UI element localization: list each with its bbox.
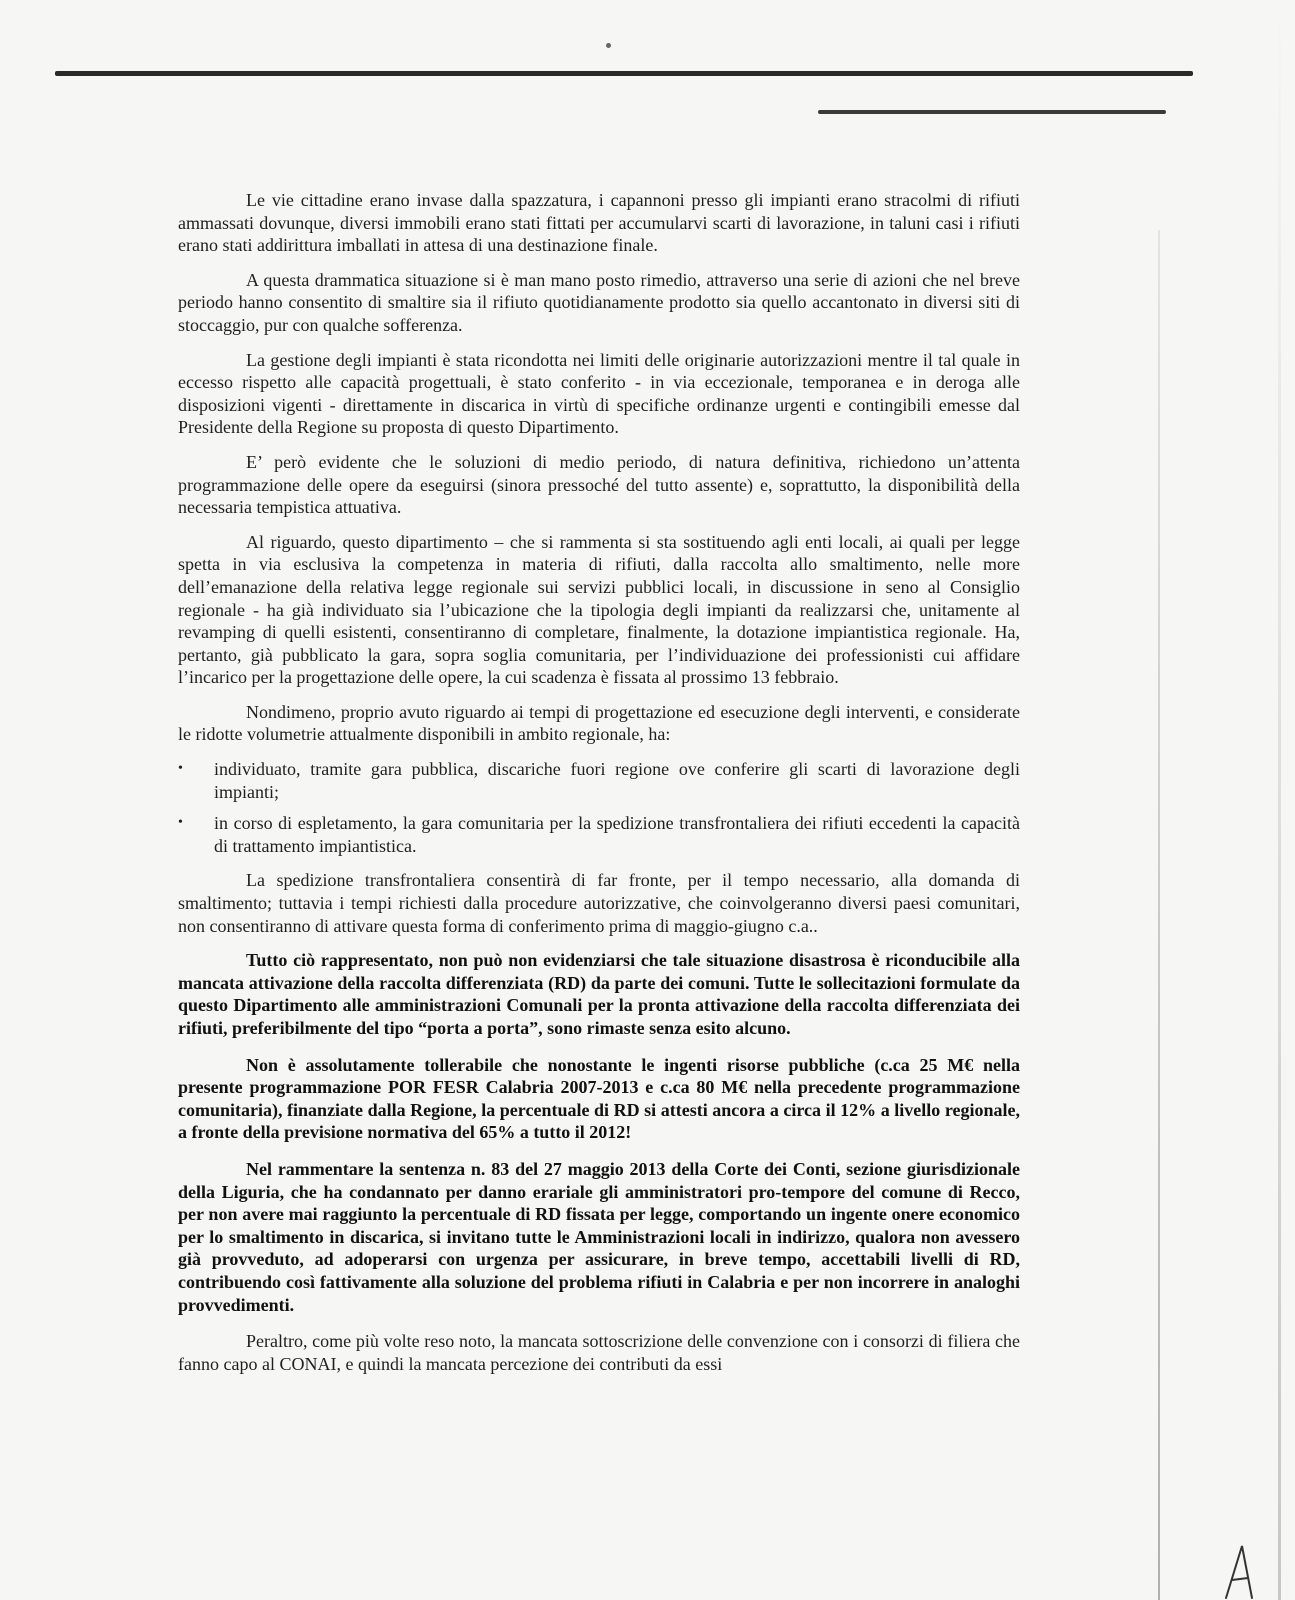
paragraph: A questa drammatica situazione si è man mano posto rimedio, attraverso una serie di azioni che nel breve periodo hanno consentito di smaltire sia il rifiuto quotidianamente prodotto sia quello accantonato in diversi siti di stoccaggio, pur con qualche sofferenza. <box>178 269 1020 335</box>
paragraph: La spedizione transfrontaliera consentirà di far fronte, per il tempo necessario, alla domanda di smaltimento; tuttavia i tempi richiesti dalla procedure autorizzative, che coinvolgeranno diversi paesi comunitari, non consentiranno di attivare questa forma di conferimento prima di maggio-giugno c.a.. <box>178 870 1020 936</box>
bullet-icon: • <box>178 815 183 831</box>
bold-paragraph: Tutto ciò rappresentato, non può non evidenziarsi che tale situazione disastrosa è riconducibile alla mancata attivazione della raccolta differenziata (RD) da parte dei comuni. Tutte le sollecitazioni formulate da questo Dipartimento alle amministrazioni Comunali per la pronta attivazione della raccolta differenziata dei rifiuti, preferibilmente del tipo “porta a porta”, sono rimaste senza esito alcuno. <box>178 950 1020 1038</box>
paragraph: E’ però evidente che le soluzioni di medio periodo, di natura definitiva, richiedono un’attenta programmazione delle opere da eseguirsi (sinora pressoché del tutto assente) e, soprattutto, la disponibilità della necessaria tempistica attuativa. <box>178 451 1020 518</box>
paragraph: Al riguardo, questo dipartimento – che si rammenta si sta sostituendo agli enti locali, ai quali per legge spetta in via esclusiva la competenza in materia di rifiuti, dalla raccolta allo smaltimento, nelle more dell’emanazione della relativa legge regionale sui servizi pubblici locali, in discussione in seno al Consiglio regionale - ha già individuato sia l’ubicazione che la tipologia degli impianti da realizzarsi che, unitamente al revamping di quelli esistenti, consentiranno di completare, finalmente, la dotazione impiantistica regionale. Ha, pertanto, già pubblicato la gara, sopra soglia comunitaria, per l’individuazione dei professionisti cui affidare l’incarico per la progettazione delle opere, la cui scadenza è fissata al prossimo 13 febbraio. <box>178 531 1020 688</box>
handwritten-mark-icon <box>1222 1540 1258 1600</box>
scanner-edge-shadow <box>1278 0 1281 1600</box>
header-subrule <box>818 110 1166 114</box>
paragraph: Nondimeno, proprio avuto riguardo ai tempi di progettazione ed esecuzione degli interventi, e considerate le ridotte volumetrie attualmente disponibili in ambito regionale, ha: <box>178 701 1020 745</box>
list-item-text: in corso di espletamento, la gara comunitaria per la spedizione transfrontaliera dei rifiuti eccedenti la capacità di trattamento impiantistica. <box>214 813 1020 856</box>
bullet-list <box>178 758 1020 857</box>
bullet-icon: • <box>178 761 183 777</box>
paragraph: La gestione degli impianti è stata ricondotta nei limiti delle originarie autorizzazioni mentre il tal quale in eccesso rispetto alle capacità progettuali, è stato conferito - in via eccezionale, temporanea e in deroga alle disposizioni vigenti - direttamente in discarica in virtù di specifiche ordinanze urgenti e contingibili emesse dal Presidente della Regione su proposta di questo Dipartimento. <box>178 349 1020 438</box>
document-body <box>178 189 1020 1387</box>
list-item <box>178 812 1020 857</box>
scan-speck <box>606 43 611 48</box>
bold-paragraph: Nel rammentare la sentenza n. 83 del 27 maggio 2013 della Corte dei Conti, sezione giurisdizionale della Liguria, che ha condannato per danno erariale gli amministratori pro-tempore del comune di Recco, per non avere mai raggiunto la percentuale di RD fissata per legge, comportando un ingente onere economico per lo smaltimento in discarica, si invitano tutte le Amministrazioni locali in indirizzo, qualora non avessero già provveduto, ad adoperarsi con urgenza per assicurare, in breve tempo, accettabili livelli di RD, contribuendo così fattivamente alla soluzione del problema rifiuti in Calabria e per non incorrere in analoghi provvedimenti. <box>178 1158 1020 1315</box>
bold-paragraph: Non è assolutamente tollerabile che nonostante le ingenti risorse pubbliche (c.ca 25 M€ nella presente programmazione POR FESR Calabria 2007-2013 e c.ca 80 M€ nella precedente programmazione comunitaria), finanziate dalla Regione, la percentuale di RD si attesti ancora a circa il 12% a livello regionale, a fronte della previsione normativa del 65% a tutto il 2012! <box>178 1054 1020 1143</box>
list-item-text: individuato, tramite gara pubblica, discariche fuori regione ove conferire gli scarti di lavorazione degli impianti; <box>214 759 1020 802</box>
paragraph: Le vie cittadine erano invase dalla spazzatura, i capannoni presso gli impianti erano stracolmi di rifiuti ammassati dovunque, diversi immobili erano stati fittati per accumularvi scarti di lavorazione, in taluni casi i rifiuti erano stati addirittura imballati in attesa di una destinazione finale. <box>178 190 1020 256</box>
paragraph: Peraltro, come più volte reso noto, la mancata sottoscrizione delle convenzione con i consorzi di filiera che fanno capo al CONAI, e quindi la mancata percezione dei contributi da essi <box>178 1331 1020 1374</box>
header-rule <box>55 71 1193 76</box>
list-item <box>178 758 1020 803</box>
page-edge-shadow <box>1158 230 1160 1600</box>
